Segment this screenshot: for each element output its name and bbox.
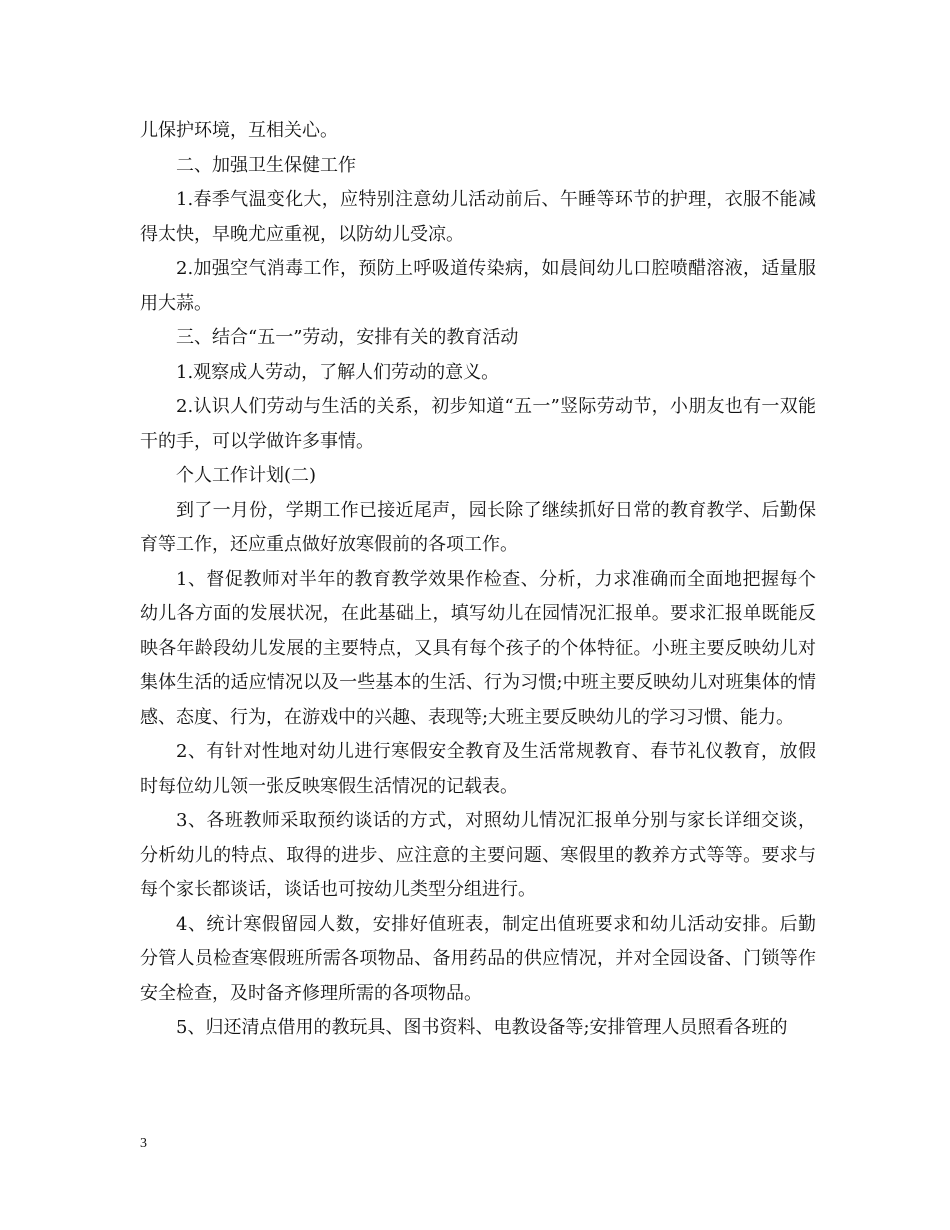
- paragraph-item-3: 3、各班教师采取预约谈话的方式，对照幼儿情况汇报单分别与家长详细交谈，分析幼儿的特点、取得的进步、应注意的主要问题、寒假里的教养方式等等。要求与每个家长都谈话，谈话也可按幼儿类型分组进行。: [140, 810, 816, 900]
- paragraph-health-1: 1.春季气温变化大，应特别注意幼儿活动前后、午睡等环节的护理，衣服不能减得太快，早晚尤应重视，以防幼儿受凉。: [140, 189, 816, 245]
- paragraph-intro: 到了一月份，学期工作已接近尾声，园长除了继续抓好日常的教育教学、后勤保育等工作，还应重点做好放寒假前的各项工作。: [140, 499, 816, 555]
- paragraph-item-2: 2、有针对性地对幼儿进行寒假安全教育及生活常规教育、春节礼仪教育，放假时每位幼儿领一张反映寒假生活情况的记载表。: [140, 741, 816, 797]
- page-number: 3: [140, 1136, 147, 1151]
- paragraph-continuation: 儿保护环境，互相关心。: [140, 120, 338, 141]
- paragraph-health-2: 2.加强空气消毒工作，预防上呼吸道传染病，如晨间幼儿口腔喷醋溶液，适量服用大蒜。: [140, 258, 816, 314]
- plan-title: 个人工作计划(二): [176, 465, 317, 486]
- paragraph-labor-1: 1.观察成人劳动，了解人们劳动的意义。: [176, 361, 500, 383]
- paragraph-item-5: 5、归还清点借用的教玩具、图书资料、电教设备等;安排管理人员照看各班的: [176, 1017, 788, 1038]
- paragraph-labor-2: 2.认识人们劳动与生活的关系，初步知道“五一”竖际劳动节，小朋友也有一双能干的手，可以学做许多事情。: [140, 396, 816, 452]
- section-heading-health: 二、加强卫生保健工作: [176, 154, 356, 176]
- section-heading-labor: 三、结合“五一”劳动，安排有关的教育活动: [176, 327, 519, 348]
- paragraph-item-1: 1、督促教师对半年的教育教学效果作检查、分析，力求准确而全面地把握每个幼儿各方面的发展状况，在此基础上，填写幼儿在园情况汇报单。要求汇报单既能反映各年龄段幼儿发展的主要特点，又具有每个孩子的个体特征。小班主要反映幼儿对集体生活的适应情况以及一些基本的生活、行为习惯;中班主要反映幼儿对班集体的情感、态度、行为，在游戏中的兴趣、表现等;大班主要反映幼儿的学习习惯、能力。: [140, 568, 816, 728]
- document-body: [140, 114, 816, 1046]
- paragraph-item-4: 4、统计寒假留园人数，安排好值班表，制定出值班要求和幼儿活动安排。后勤分管人员检查寒假班所需各项物品、备用药品的供应情况，并对全园设备、门锁等作安全检查，及时备齐修理所需的各项物品。: [140, 913, 816, 1004]
